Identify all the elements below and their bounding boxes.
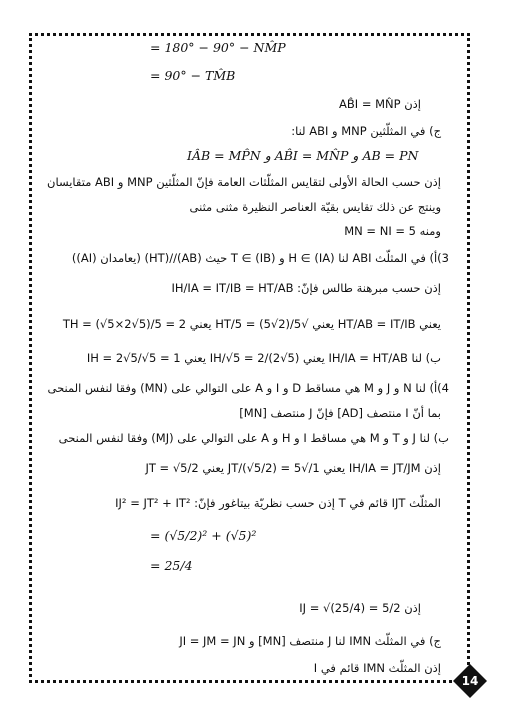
line-l16: إذن IH/IA = JT/JM يعني 1/√5 = JT/(√5/2) يعني JT = √5/2	[145, 461, 441, 475]
line-l10: إذن حسب مبرهنة طالس فإنّ: IH/IA = IT/IB = HT/AB	[171, 281, 441, 295]
line-l07: وينتج عن ذلك تقايس بقيّة العناصر النظيرة مثنى مثنى	[189, 200, 441, 214]
line-l14: بما أنّ I منتصف [AD] فإنّ J منتصف [MN]	[239, 406, 441, 420]
line-l12: ب) لنا IH/IA = HT/AB يعني IH/√5 = 2/(2√5) يعني IH = 2√5/√5 = 1	[86, 351, 441, 365]
line-l22: إذن المثلّث IMN قائم في I	[313, 661, 441, 675]
page-number: 14	[461, 674, 479, 688]
line-l06: إذن حسب الحالة الأولى لتقايس المثلّثات العامة فإنّ المثلّثين MNP و ABI متقايسان	[47, 175, 441, 189]
line-l20: إذن IJ = √(25/4) = 5/2	[299, 601, 421, 615]
line-l03: إذن AB̂I = MN̂P	[339, 97, 421, 111]
line-l18: = (√5/2)² + (√5)²	[150, 528, 257, 543]
line-l19: = 25/4	[150, 558, 193, 573]
line-l09: 3)أ) في المثلّث ABI لنا H ∈ (IA) و T ∈ (IB) حيث (AB)//(HT) (يعامدان (AI))	[71, 251, 449, 265]
line-l15: ب) لنا J و T و M هي مساقط I و H و A على التوالي على (MJ) وفقا لنفس المنحى	[58, 431, 449, 445]
line-l17: المثلّث IJT قائم في T إذن حسب نظريّة بيتاغور فإنّ: IJ² = JT² + IT²	[115, 496, 441, 510]
line-l13: 4)أ) لنا N و J و M هي مساقط D و I و A على التوالي على (MN) وفقا لنفس المنحى	[47, 381, 449, 395]
line-l01: = 180° − 90° − NM̂P	[150, 40, 286, 55]
line-l08: ومنه MN = NI = 5	[344, 224, 441, 238]
line-l21: ج) في المثلّث IMN لنا J منتصف [MN] و JI = JM = JN	[179, 634, 441, 648]
line-l04: ج) في المثلّثين MNP و ABI لنا:	[291, 124, 441, 138]
line-l11: يعني HT/AB = IT/IB يعني √5/(2√5) = HT/5 يعني TH = (√5×2√5)/5 = 2	[62, 317, 441, 331]
line-l05: IÂB = MP̂N و AB̂I = MN̂P و AB = PN	[187, 148, 419, 163]
line-l02: = 90° − TM̂B	[150, 68, 236, 83]
page-number-badge	[452, 663, 488, 699]
